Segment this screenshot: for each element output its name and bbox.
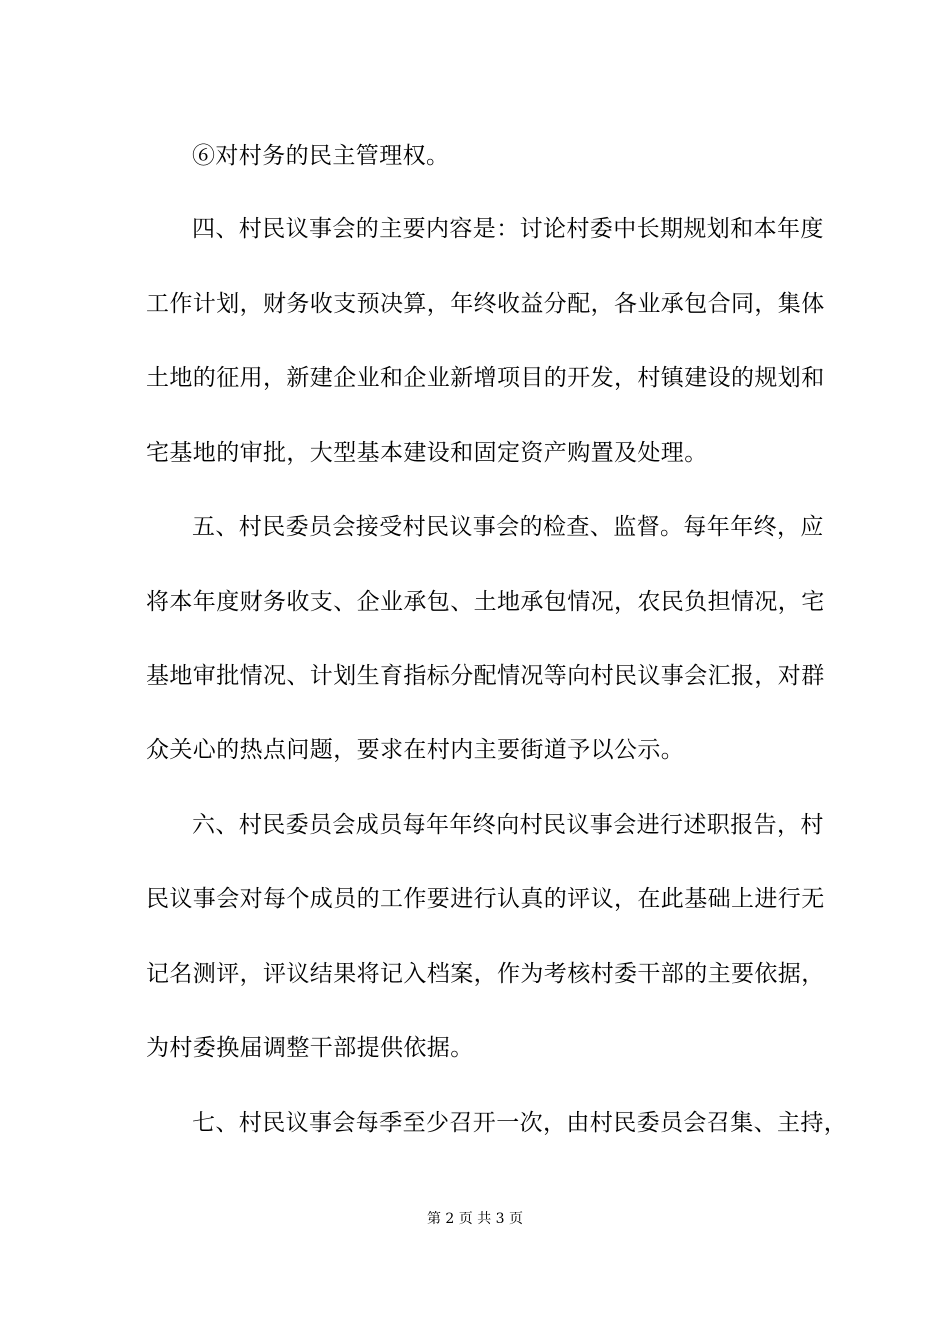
text-line: 基地审批情况、计划生育指标分配情况等向村民议事会汇报，对群 xyxy=(146,663,825,689)
page-footer xyxy=(0,1210,950,1228)
text-line: 众关心的热点问题，要求在村内主要街道予以公示。 xyxy=(146,737,685,763)
text-line: 记名测评，评议结果将记入档案，作为考核村委干部的主要依据， xyxy=(146,961,825,987)
text-line: 四、村民议事会的主要内容是：讨论村委中长期规划和本年度 xyxy=(192,216,824,242)
text-line: 宅基地的审批，大型基本建设和固定资产购置及处理。 xyxy=(146,440,708,466)
text-line: 民议事会对每个成员的工作要进行认真的评议，在此基础上进行无 xyxy=(146,886,825,912)
text-line: 土地的征用，新建企业和企业新增项目的开发，村镇建设的规划和 xyxy=(146,365,825,391)
text-line: 五、村民委员会接受村民议事会的检查、监督。每年年终，应 xyxy=(192,514,824,540)
text-line: 七、村民议事会每季至少召开一次，由村民委员会召集、主持， xyxy=(192,1110,848,1136)
text-line: 六、村民委员会成员每年年终向村民议事会进行述职报告，村 xyxy=(192,812,824,838)
text-line: 将本年度财务收支、企业承包、土地承包情况，农民负担情况，宅 xyxy=(146,589,825,615)
text-line: ⑥对村务的民主管理权。 xyxy=(192,143,450,169)
text-line: 为村委换届调整干部提供依据。 xyxy=(146,1035,474,1061)
page-number: 第 2 页 共 3 页 xyxy=(426,1211,524,1227)
text-line: 工作计划，财务收支预决算，年终收益分配，各业承包合同，集体 xyxy=(146,291,825,317)
